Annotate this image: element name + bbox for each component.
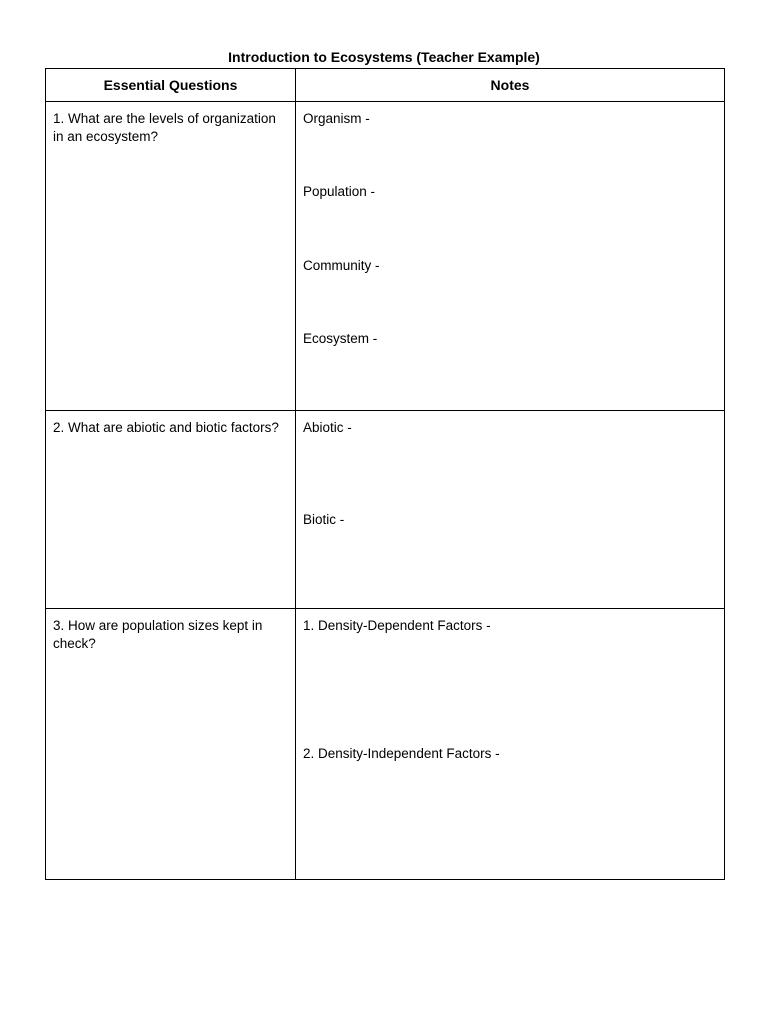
table-header-row <box>46 69 725 102</box>
question-cell <box>46 609 296 880</box>
table-row <box>46 609 725 880</box>
question-cell <box>46 102 296 411</box>
note-organism: Organism - <box>303 111 370 126</box>
note-abiotic: Abiotic - <box>303 420 352 435</box>
note-community: Community - <box>303 258 380 273</box>
notes-cell[interactable] <box>296 609 725 880</box>
note-density-independent: 2. Density-Independent Factors - <box>303 746 500 761</box>
notes-cell[interactable] <box>296 411 725 609</box>
notes-cell[interactable] <box>296 102 725 411</box>
table-row <box>46 411 725 609</box>
question-cell <box>46 411 296 609</box>
header-essential-questions: Essential Questions <box>46 69 296 102</box>
note-ecosystem: Ecosystem - <box>303 331 378 346</box>
question-text: 1. What are the levels of organization in an ecosystem? <box>53 111 276 144</box>
header-notes: Notes <box>296 69 725 102</box>
note-biotic: Biotic - <box>303 512 345 527</box>
notes-table <box>45 68 725 880</box>
question-text: 3. How are population sizes kept in check? <box>53 618 263 651</box>
document-title: Introduction to Ecosystems (Teacher Example) <box>228 49 540 65</box>
question-text: 2. What are abiotic and biotic factors? <box>53 420 279 435</box>
table-row <box>46 102 725 411</box>
note-population: Population - <box>303 184 376 199</box>
note-density-dependent: 1. Density-Dependent Factors - <box>303 618 491 633</box>
